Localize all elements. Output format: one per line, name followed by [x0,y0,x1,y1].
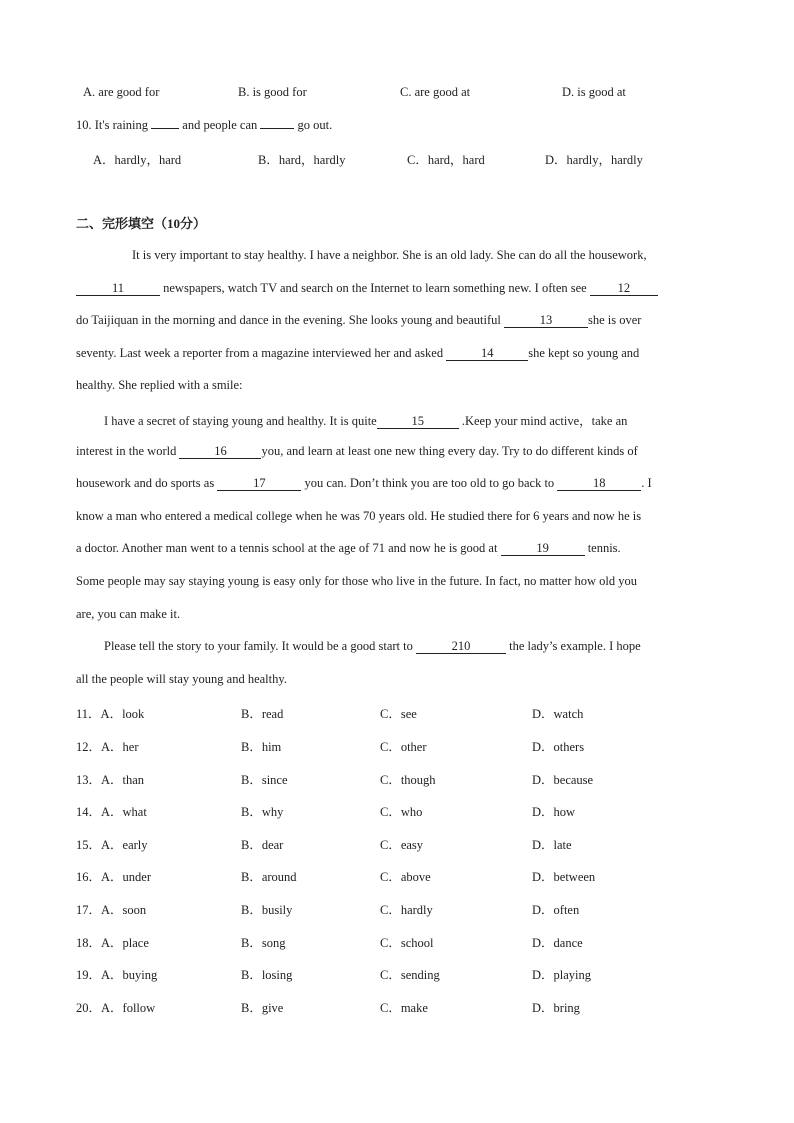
passage-line [76,476,652,491]
choice-a: 20．A．follow [76,1001,156,1015]
choice-row [76,998,716,1018]
passage-text: .Keep your mind active，take an [461,414,628,428]
passage-line [104,411,627,429]
passage-text: she kept so young and [528,346,640,360]
blank-20: 210 [416,639,506,654]
blank-14: 14 [446,346,528,361]
choice-d: D．late [532,838,572,852]
choice-row [76,835,716,855]
q9-option-c: C. are good at [400,85,471,99]
choice-a: 12．A．her [76,740,139,754]
q10-option-d: D．hardly，hardly [545,153,643,167]
section-title: 二、完形填空（10分） [76,216,207,231]
choice-d: D．playing [532,968,592,982]
choice-row [76,770,716,790]
choice-b: B．since [241,773,288,787]
blank-15: 15 [377,414,459,429]
passage-line [76,346,639,361]
blank-13: 13 [504,313,588,328]
passage-text: seventy. Last week a reporter from a magazine interviewed her and asked [76,346,444,360]
q9-option-a: A. are good for [83,85,160,99]
passage-line [76,541,621,556]
choice-row [76,965,716,985]
choice-c: C．hardly [380,903,433,917]
choice-row [76,704,716,724]
choice-b: B．around [241,870,297,884]
choice-a: 11．A．look [76,707,145,721]
choice-a: 13．A．than [76,773,145,787]
passage-line: are, you can make it. [76,607,181,621]
passage-line: Some people may say staying young is easy only for those who live in the future. In fact, no matter how old you [76,574,637,588]
passage-text: you can. Don’t think you are too old to go back to [304,476,555,490]
passage-text: you, and learn at least one new thing every day. Try to do different kinds of [261,444,638,458]
q9-option-b: B. is good for [238,85,307,99]
q10-option-b: B．hard，hardly [258,153,346,167]
blank-11: 11 [76,281,160,296]
passage-text: newspapers, watch TV and search on the Internet to learn something new. I often see [163,281,587,295]
choice-a: 15．A．early [76,838,148,852]
choice-d: D．between [532,870,596,884]
choice-a: 19．A．buying [76,968,158,982]
q10-blank-1 [151,128,179,129]
q10-suffix: go out. [297,118,333,132]
passage-line [76,313,641,328]
choice-c: C．make [380,1001,428,1015]
choice-c: C．easy [380,838,424,852]
passage-text: I have a secret of staying young and healthy. It is quite [104,414,377,428]
q10-blank-2 [260,128,294,129]
passage-text: Please tell the story to your family. It would be a good start to [104,639,413,653]
blank-12: 12 [590,281,658,296]
passage-text: housework and do sports as [76,476,215,490]
choice-b: B．him [241,740,282,754]
choice-c: C．who [380,805,423,819]
passage-text: a doctor. Another man went to a tennis school at the age of 71 and now he is good at [76,541,498,555]
choice-a: 17．A．soon [76,903,147,917]
choice-a: 16．A．under [76,870,151,884]
passage-line [104,639,641,654]
choice-row [76,802,716,822]
blank-18: 18 [557,476,641,491]
choice-row [76,900,716,920]
passage-line: know a man who entered a medical college when he was 70 years old. He studied there for 6 years and now he is [76,509,642,523]
passage-text: the lady’s example. I hope [509,639,641,653]
blank-19: 19 [501,541,585,556]
choice-a: 14．A．what [76,805,147,819]
choice-c: C．other [380,740,427,754]
choice-d: D．bring [532,1001,580,1015]
choice-c: C．sending [380,968,440,982]
passage-line [76,444,638,459]
q10-mid: and people can [182,118,258,132]
passage-line: healthy. She replied with a smile: [76,378,243,392]
choice-d: D．dance [532,936,583,950]
passage-text: interest in the world [76,444,177,458]
choice-row [76,867,716,887]
choice-b: B．why [241,805,284,819]
passage-line [76,281,658,296]
blank-16: 16 [179,444,261,459]
choice-d: D．watch [532,707,584,721]
choice-c: C．above [380,870,431,884]
choice-row [76,737,716,757]
choice-c: C．see [380,707,417,721]
passage-line: all the people will stay young and healthy. [76,672,287,686]
q9-option-d: D. is good at [562,85,626,99]
choice-d: D．how [532,805,576,819]
passage-line: It is very important to stay healthy. I have a neighbor. She is an old lady. She can do all the housework, [132,248,647,262]
passage-text: tennis. [587,541,621,555]
choice-b: B．losing [241,968,293,982]
passage-text: she is over [587,313,642,327]
q10-prefix: 10. It's raining [76,118,149,132]
q10-stem [76,118,332,133]
blank-17: 17 [217,476,301,491]
choice-b: B．read [241,707,284,721]
choice-b: B．give [241,1001,284,1015]
passage-text: do Taijiquan in the morning and dance in the evening. She looks young and beautiful [76,313,501,327]
choice-c: C．though [380,773,436,787]
q10-option-c: C．hard，hard [407,153,485,167]
choice-b: B．song [241,936,286,950]
choice-b: B．dear [241,838,284,852]
q10-option-a: A．hardly，hard [93,153,182,167]
passage-text: . I [641,476,652,490]
choice-b: B．busily [241,903,293,917]
choice-row [76,933,716,953]
choice-d: D．often [532,903,580,917]
choice-a: 18．A．place [76,936,149,950]
choice-d: D．others [532,740,585,754]
choice-d: D．because [532,773,594,787]
choice-c: C．school [380,936,434,950]
